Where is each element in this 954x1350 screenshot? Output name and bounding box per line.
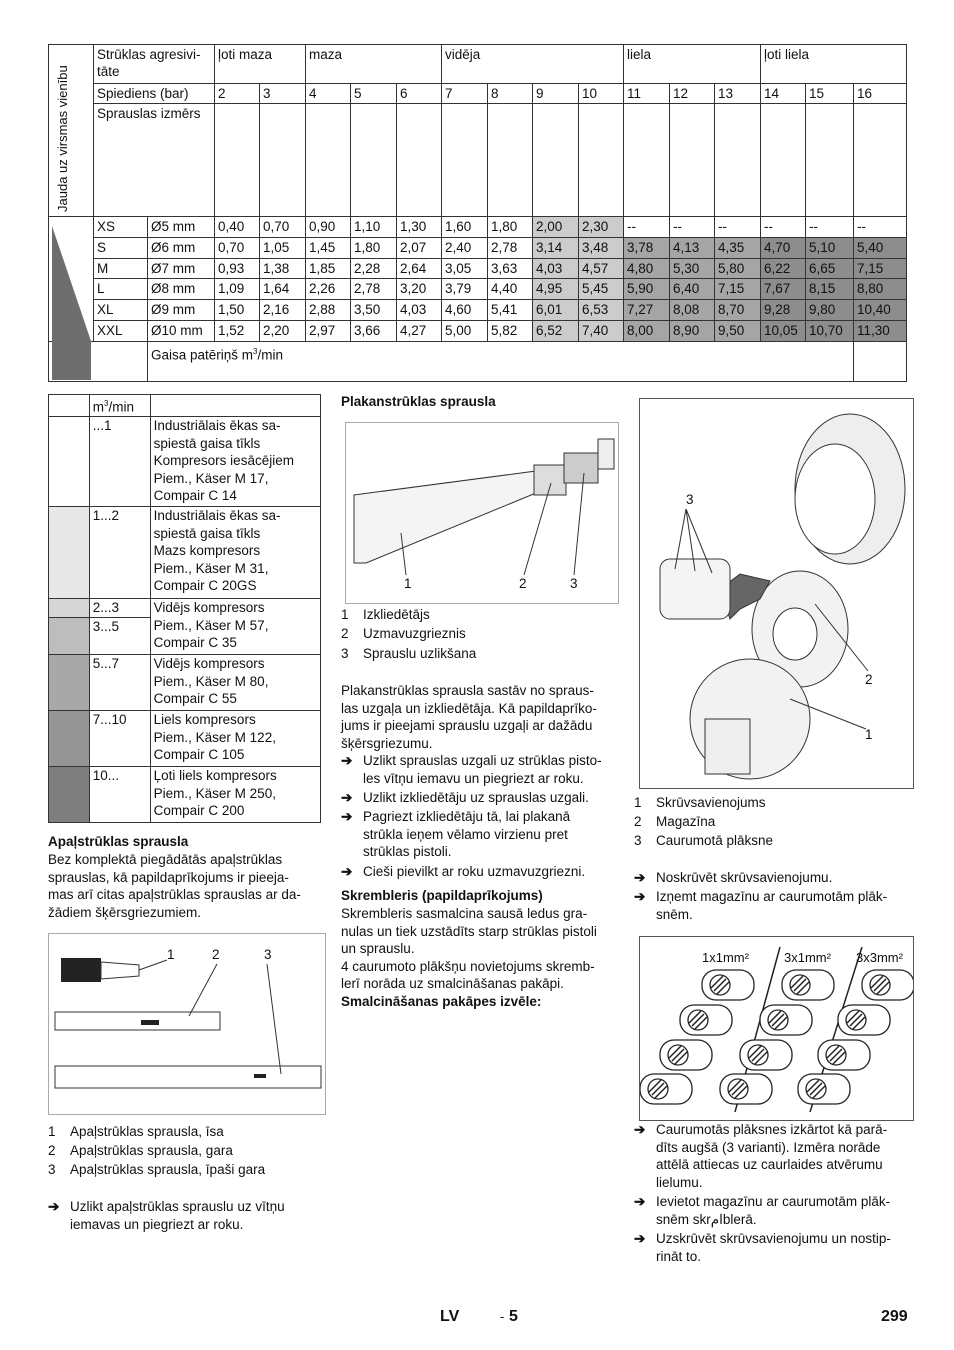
air-value: 3,79 <box>442 279 488 300</box>
air-value: 4,27 <box>397 320 442 341</box>
perforated-plate <box>740 1040 792 1070</box>
nozzle-row <box>49 279 907 300</box>
aggr-level: ļoti maza <box>215 45 306 84</box>
air-value: 10,70 <box>806 320 854 341</box>
pressure-value: 10 <box>579 84 624 104</box>
legend-item: 2 Uzmavuzgrieznis <box>341 626 466 641</box>
air-value: 4,60 <box>442 300 488 321</box>
instruction-step: ➔ Uzskrūvēt skrūvsavienojumu un nostip- rināt to. <box>634 1231 891 1264</box>
air-value: 10,05 <box>761 320 806 341</box>
nozzle-row <box>49 237 907 258</box>
side-label: Jauda uz virsmas vienību <box>55 65 70 212</box>
compressor-desc: Vidējs kompresors Piem., Käser M 80, Compair C 55 <box>150 655 320 711</box>
shade-cell <box>49 711 90 767</box>
instruction-step: ➔ Noskrūvēt skrūvsavienojumu. <box>634 870 833 885</box>
legend-item: 1 Apaļstrūklas sprausla, īsa <box>48 1124 224 1139</box>
perforated-plate <box>660 1040 712 1070</box>
air-value: 1,10 <box>351 217 397 238</box>
pressure-label: Spiediens (bar) <box>94 84 215 104</box>
flat-nozzle-figure <box>345 422 619 604</box>
air-value: 7,27 <box>624 300 670 321</box>
power-wedge-graphic <box>49 216 93 382</box>
air-value: 8,80 <box>854 279 907 300</box>
callout: 2 <box>212 947 220 962</box>
round-nozzle-heading: Apaļstrūklas sprausla <box>48 834 189 849</box>
grind-level-heading: Smalcināšanas pakāpes izvēle: <box>341 994 542 1009</box>
shade-cell <box>49 599 90 618</box>
air-value: 2,28 <box>351 258 397 279</box>
round-nozzle-figure <box>48 933 326 1115</box>
air-value: -- <box>854 217 907 238</box>
compressor-row <box>49 767 321 823</box>
air-value: 4,03 <box>533 258 579 279</box>
legend-item: 3 Apaļstrūklas sprausla, īpaši gara <box>48 1162 266 1177</box>
pressure-value: 5 <box>351 84 397 104</box>
air-value: 4,95 <box>533 279 579 300</box>
instruction-step: ➔ Uzlikt apaļstrūklas sprauslu uz vītņu iemavas un piegriezt ar roku. <box>48 1199 285 1232</box>
instruction-step: ➔ Uzlikt izkliedētāju uz sprauslas uzgali. <box>341 790 589 805</box>
air-value: 7,15 <box>715 279 761 300</box>
round-nozzle-para: Bez komplektā piegādātās apaļstrūklas sprauslas, kā papildaprīkojums ir pieeja- mas arī citas apaļstrūklas sprauslas ar da- žādiem šķērsgriezumiem. <box>48 852 301 920</box>
air-value: 11,30 <box>854 320 907 341</box>
air-value: 3,66 <box>351 320 397 341</box>
instruction-step: ➔ Ievietot magazīnu ar caurumotām plāk- snēm skrامblerā. <box>634 1194 891 1227</box>
air-value: -- <box>806 217 854 238</box>
nozzle-diameter: Ø8 mm <box>148 279 215 300</box>
pressure-value: 15 <box>806 84 854 104</box>
pressure-table <box>48 44 907 382</box>
arrow-icon: ➔ <box>634 870 646 885</box>
callout: 3 <box>570 576 578 591</box>
air-value: 2,16 <box>260 300 306 321</box>
footer-subpage: 5 <box>509 1308 518 1325</box>
air-value: 6,65 <box>806 258 854 279</box>
air-value: 5,40 <box>854 237 907 258</box>
air-value: 2,30 <box>579 217 624 238</box>
instruction-step: ➔ Cieši pievilkt ar roku uzmavuzgriezni. <box>341 864 586 879</box>
arrow-icon: ➔ <box>341 864 353 879</box>
nozzle-row <box>49 320 907 341</box>
pressure-value: 2 <box>215 84 260 104</box>
air-value: 4,57 <box>579 258 624 279</box>
arrow-icon: ➔ <box>634 1231 646 1246</box>
air-value: 4,13 <box>670 237 715 258</box>
pressure-value: 7 <box>442 84 488 104</box>
air-value: 1,09 <box>215 279 260 300</box>
perforated-plate <box>818 1040 870 1070</box>
scrambler-para: Skrembleris sasmalcina sausā ledus gra- nulas un tiek uzstādīts starp strūklas pistoli un sprauslu. 4 caurumoto plākšņu novietojums skremb- lerī norāda uz smalcināšanas pakāpi. <box>341 906 597 991</box>
air-value: 1,45 <box>306 237 351 258</box>
flow-header: $m^3/\min$ <box>89 395 150 417</box>
air-value: -- <box>624 217 670 238</box>
air-value: 5,30 <box>670 258 715 279</box>
arrow-icon: ➔ <box>341 790 353 805</box>
air-value: 3,20 <box>397 279 442 300</box>
air-value: 1,38 <box>260 258 306 279</box>
pressure-value: 16 <box>854 84 907 104</box>
nozzle-diameter: Ø5 mm <box>148 217 215 238</box>
air-value: -- <box>670 217 715 238</box>
air-value: 5,10 <box>806 237 854 258</box>
perforated-plate <box>720 1074 772 1104</box>
instruction-step: ➔ Pagriezt izkliedētāju tā, lai plakanā strūkla ieņem vēlamo virzienu pret strūklas pistoli. <box>341 809 571 859</box>
air-value: 1,52 <box>215 320 260 341</box>
nozzle-diameter: Ø7 mm <box>148 258 215 279</box>
air-value: 4,03 <box>397 300 442 321</box>
arrow-icon: ➔ <box>634 1122 646 1137</box>
compressor-desc: Vidējs kompresors Piem., Käser M 57, Compair C 35 <box>150 599 320 655</box>
legend-item: 1 Skrūvsavienojums <box>634 795 766 810</box>
plate-variant-label: 3x3mm² <box>856 950 903 965</box>
air-value: 5,00 <box>442 320 488 341</box>
air-value: 3,05 <box>442 258 488 279</box>
air-value: 1,05 <box>260 237 306 258</box>
air-value: 4,70 <box>761 237 806 258</box>
air-value: 8,70 <box>715 300 761 321</box>
callout: 2 <box>519 576 527 591</box>
plate-variant-label: 3x1mm² <box>784 950 831 965</box>
nozzle-size: XS <box>94 217 148 238</box>
air-value: 0,90 <box>306 217 351 238</box>
air-value: 2,78 <box>488 237 533 258</box>
shade-cell <box>49 655 90 711</box>
air-value: 6,53 <box>579 300 624 321</box>
air-value: 8,15 <box>806 279 854 300</box>
air-value: 7,67 <box>761 279 806 300</box>
nozzle-row <box>49 300 907 321</box>
scrambler-heading: Skrembleris (papildaprīkojums) <box>341 888 543 903</box>
air-value: 9,50 <box>715 320 761 341</box>
air-value: 0,93 <box>215 258 260 279</box>
flow-range: 10... <box>89 767 150 823</box>
air-value: 1,80 <box>488 217 533 238</box>
flow-range: 7...10 <box>89 711 150 767</box>
scrambler-figure <box>639 398 914 789</box>
air-value: 5,80 <box>715 258 761 279</box>
legend-item: 3 Caurumotā plāksne <box>634 833 774 848</box>
compressor-desc: Liels kompresors Piem., Käser M 122, Compair C 105 <box>150 711 320 767</box>
compressor-row <box>49 417 321 507</box>
perforated-plate <box>798 1074 850 1104</box>
compressor-row <box>49 599 321 618</box>
air-value: 5,41 <box>488 300 533 321</box>
footer-dash: - <box>500 1309 505 1324</box>
pressure-value: 9 <box>533 84 579 104</box>
air-value: 6,22 <box>761 258 806 279</box>
flow-range: 5...7 <box>89 655 150 711</box>
callout: 1 <box>404 576 412 591</box>
air-value: 2,07 <box>397 237 442 258</box>
pressure-value: 8 <box>488 84 533 104</box>
air-value: 5,90 <box>624 279 670 300</box>
compressor-table <box>48 394 321 823</box>
air-value: 6,01 <box>533 300 579 321</box>
air-value: 2,97 <box>306 320 351 341</box>
air-value: 5,82 <box>488 320 533 341</box>
air-value: 9,28 <box>761 300 806 321</box>
air-value: 2,26 <box>306 279 351 300</box>
shade-cell <box>49 618 90 655</box>
legend-item: 3 Sprauslu uzlikšana <box>341 646 477 661</box>
callout: 3 <box>686 492 694 507</box>
nozzle-size: M <box>94 258 148 279</box>
air-value: 10,40 <box>854 300 907 321</box>
air-value: 7,15 <box>854 258 907 279</box>
air-value: 2,00 <box>533 217 579 238</box>
shade-cell <box>49 767 90 823</box>
air-value: 1,64 <box>260 279 306 300</box>
arrow-icon: ➔ <box>634 1194 646 1209</box>
pressure-value: 14 <box>761 84 806 104</box>
air-value: 0,70 <box>260 217 306 238</box>
air-value: 5,45 <box>579 279 624 300</box>
air-value: 2,78 <box>351 279 397 300</box>
callout: 2 <box>865 672 873 687</box>
air-value: 1,85 <box>306 258 351 279</box>
pressure-value: 4 <box>306 84 351 104</box>
flow-range: 3...5 <box>89 618 150 655</box>
air-consumption-label: Gaisa patēriņš $m^3/\min$ <box>148 341 854 381</box>
air-value: 4,35 <box>715 237 761 258</box>
aggressiveness-label: Strūklas agresivi-tāte <box>94 45 215 84</box>
instruction-step: ➔ Uzlikt sprauslas uzgali uz strūklas pisto- les vītņu iemavu un piegriezt ar roku. <box>341 753 602 786</box>
perforated-plate <box>702 970 754 1000</box>
perforated-plate <box>760 1005 812 1035</box>
arrow-icon: ➔ <box>341 753 353 768</box>
air-value: 2,20 <box>260 320 306 341</box>
nozzle-row <box>49 217 907 238</box>
plate-variant-label: 1x1mm² <box>702 950 749 965</box>
nozzle-diameter: Ø10 mm <box>148 320 215 341</box>
aggr-level: maza <box>306 45 442 84</box>
compressor-desc: Ļoti liels kompresors Piem., Käser M 250, Compair C 200 <box>150 767 320 823</box>
air-value: -- <box>761 217 806 238</box>
air-value: 1,60 <box>442 217 488 238</box>
perforated-plate <box>782 970 834 1000</box>
nozzle-size: S <box>94 237 148 258</box>
nozzle-label: Sprauslas izmērs <box>94 104 215 217</box>
air-value: 8,90 <box>670 320 715 341</box>
arrow-icon: ➔ <box>341 809 353 824</box>
nozzle-size: XXL <box>94 320 148 341</box>
callout: 1 <box>167 947 175 962</box>
compressor-desc: Industriālais ēkas sa- spiestā gaisa tīkls Mazs kompresors Piem., Käser M 31, Compair C 20GS <box>150 507 320 599</box>
nozzle-size: L <box>94 279 148 300</box>
air-value: 2,64 <box>397 258 442 279</box>
compressor-row <box>49 507 321 599</box>
callout: 3 <box>264 947 272 962</box>
compressor-desc: Industriālais ēkas sa- spiestā gaisa tīkls Kompresors iesācējiem Piem., Käser M 17, Compair C 14 <box>150 417 320 507</box>
air-value: 3,63 <box>488 258 533 279</box>
footer-language: LV <box>440 1308 460 1325</box>
perforated-plate <box>680 1005 732 1035</box>
air-value: 8,08 <box>670 300 715 321</box>
air-value: 6,40 <box>670 279 715 300</box>
compressor-row <box>49 711 321 767</box>
perforated-plate <box>640 1074 692 1104</box>
air-value: 7,40 <box>579 320 624 341</box>
flat-nozzle-heading: Plakanstrūklas sprausla <box>341 394 496 409</box>
compressor-row <box>49 655 321 711</box>
air-value: -- <box>715 217 761 238</box>
nozzle-diameter: Ø6 mm <box>148 237 215 258</box>
air-value: 2,40 <box>442 237 488 258</box>
perforated-plate <box>862 970 913 1000</box>
air-value: 0,40 <box>215 217 260 238</box>
pressure-value: 6 <box>397 84 442 104</box>
air-value: 3,50 <box>351 300 397 321</box>
air-value: 1,50 <box>215 300 260 321</box>
nozzle-diameter: Ø9 mm <box>148 300 215 321</box>
air-value: 4,80 <box>624 258 670 279</box>
air-value: 1,30 <box>397 217 442 238</box>
round-nozzles-illustration <box>49 934 325 1114</box>
pressure-value: 11 <box>624 84 670 104</box>
aggr-level: vidēja <box>442 45 624 84</box>
arrow-icon: ➔ <box>48 1199 60 1214</box>
aggr-level: ļoti liela <box>761 45 907 84</box>
air-value: 6,52 <box>533 320 579 341</box>
flow-range: ...1 <box>89 417 150 507</box>
nozzle-size: XL <box>94 300 148 321</box>
air-value: 0,70 <box>215 237 260 258</box>
air-value: 4,40 <box>488 279 533 300</box>
flow-range: 2...3 <box>89 599 150 618</box>
air-value: 1,80 <box>351 237 397 258</box>
perforated-plates-figure <box>639 936 914 1121</box>
pressure-value: 12 <box>670 84 715 104</box>
shade-cell <box>49 417 90 507</box>
legend-item: 1 Izkliedētājs <box>341 607 430 622</box>
air-value: 2,88 <box>306 300 351 321</box>
pressure-value: 3 <box>260 84 306 104</box>
air-value: 9,80 <box>806 300 854 321</box>
instruction-step: ➔ Izņemt magazīnu ar caurumotām plāk- snēm. <box>634 889 888 922</box>
air-value: 3,78 <box>624 237 670 258</box>
legend-item: 2 Magazīna <box>634 814 716 829</box>
arrow-icon: ➔ <box>634 889 646 904</box>
flow-range: 1...2 <box>89 507 150 599</box>
air-value: 8,00 <box>624 320 670 341</box>
legend-item: 2 Apaļstrūklas sprausla, gara <box>48 1143 233 1158</box>
perforated-plate <box>838 1005 890 1035</box>
air-value: 3,14 <box>533 237 579 258</box>
instruction-step: ➔ Caurumotās plāksnes izkārtot kā parā- dīts augšā (3 varianti). Izmēra norāde attēlā attiecas uz caurlaides atvērumu lielumu. <box>634 1122 888 1190</box>
aggr-level: liela <box>624 45 761 84</box>
nozzle-row <box>49 258 907 279</box>
air-value: 3,48 <box>579 237 624 258</box>
pressure-value: 13 <box>715 84 761 104</box>
callout: 1 <box>865 727 873 742</box>
shade-cell <box>49 507 90 599</box>
flat-nozzle-para: Plakanstrūklas sprausla sastāv no spraus- las uzgaļa un izkliedētāja. Kā papildaprīko- jums ir pieejami sprauslu uzgaļi ar dažādu šķērsgriezumu. <box>341 683 597 751</box>
page-number: 299 <box>881 1308 908 1325</box>
